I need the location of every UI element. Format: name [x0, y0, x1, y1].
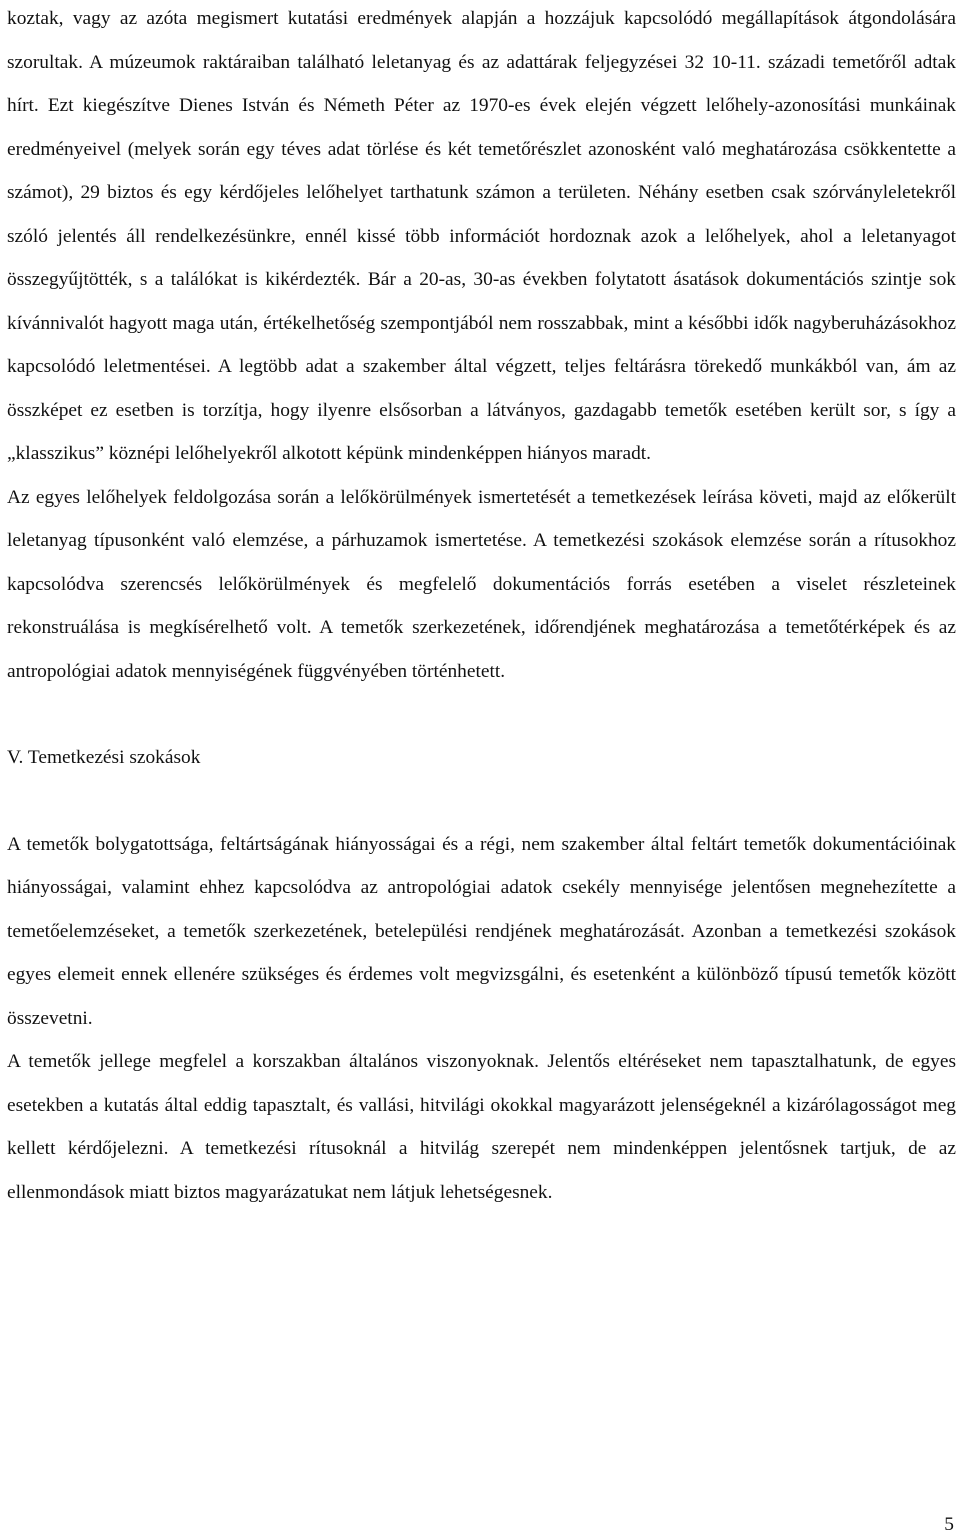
section-heading: V. Temetkezési szokások [7, 747, 201, 768]
body-paragraph: Az egyes lelőhelyek feldolgozása során a lelőkörülmények ismertetését a temetkezések leírása követi, majd az előkerült leletanyag típusonként való elemzése, a párhuzamok ismertetése. A temetkezési szokások elemzése során a rítusokhoz kapcsolódva szerencsés lelőkörülmények és megfelelő dokumentációs forrás esetében a viselet részleteinek rekonstruálása is megkísérelhető volt. A temetők szerkezetének, időrendjének meghatározása a temetőtérképek és az antropológiai adatok mennyiségének függvényében történhetett. [7, 486, 956, 682]
body-paragraph: koztak, vagy az azóta megismert kutatási eredmények alapján a hozzájuk kapcsolódó megállapítások átgondolására szorultak. A múzeumok raktáraiban található leletanyag és az adattárak feljegyzései 32 10-11. századi temetőről adtak hírt. Ezt kiegészítve Dienes István és Németh Péter az 1970-es évek elején végzett lelőhely-azonosítási munkáinak eredményeivel (melyek során egy téves adat törlése és két temetőrészlet azonosként való meghatározása csökkentette a számot), 29 biztos és egy kérdőjeles lelőhelyet tarthatunk számon a területen. Néhány esetben csak szórványleletekről szóló jelentés áll rendelkezésünkre, ennél kissé több információt hordoznak azok a lelőhelyek, ahol a leletanyagot összegyűjtötték, s a találókat is kikérdezték. Bár a 20-as, 30-as években folytatott ásatások dokumentációs szintje sok kívánnivalót hagyott maga után, értékelhetőség szempontjából nem rosszabbak, mint a későbbi idők nagyberuházásokhoz kapcsolódó leletmentései. A legtöbb adat a szakember által végzett, teljes feltárásra törekedő munkákból van, ám az összképet ez esetben is torzítja, hogy ilyenre elsősorban a látványos, gazdagabb temetők esetében került sor, s így a „klasszikus” köznépi lelőhelyekről alkotott képünk mindenképpen hiányos maradt. [7, 8, 956, 464]
document-page [7, 0, 956, 1214]
page-number: 5 [944, 1514, 954, 1535]
body-paragraph: A temetők jellege megfelel a korszakban általános viszonyoknak. Jelentős eltéréseket nem tapasztalhatunk, de egyes esetekben a kutatás által eddig tapasztalt, és vallási, hitvilági okokkal magyarázott jelenségeknél a kizárólagosságot meg kellett kérdőjelezni. A temetkezési rítusoknál a hitvilág szerepét nem mindenképpen jelentősnek tartjuk, de az ellenmondások miatt biztos magyarázatukat nem látjuk lehetségesnek. [7, 1051, 956, 1203]
body-paragraph: A temetők bolygatottsága, feltártságának hiányosságai és a régi, nem szakember által feltárt temetők dokumentációinak hiányosságai, valamint ehhez kapcsolódva az antropológiai adatok csekély mennyisége jelentősen megnehezítette a temetőelemzéseket, a temetők szerkezetének, betelepülési rendjének meghatározását. Azonban a temetkezési szokások egyes elemeit ennek ellenére szükséges és érdemes volt megvizsgálni, és esetenként a különböző típusú temetők között összevetni. [7, 833, 956, 1029]
